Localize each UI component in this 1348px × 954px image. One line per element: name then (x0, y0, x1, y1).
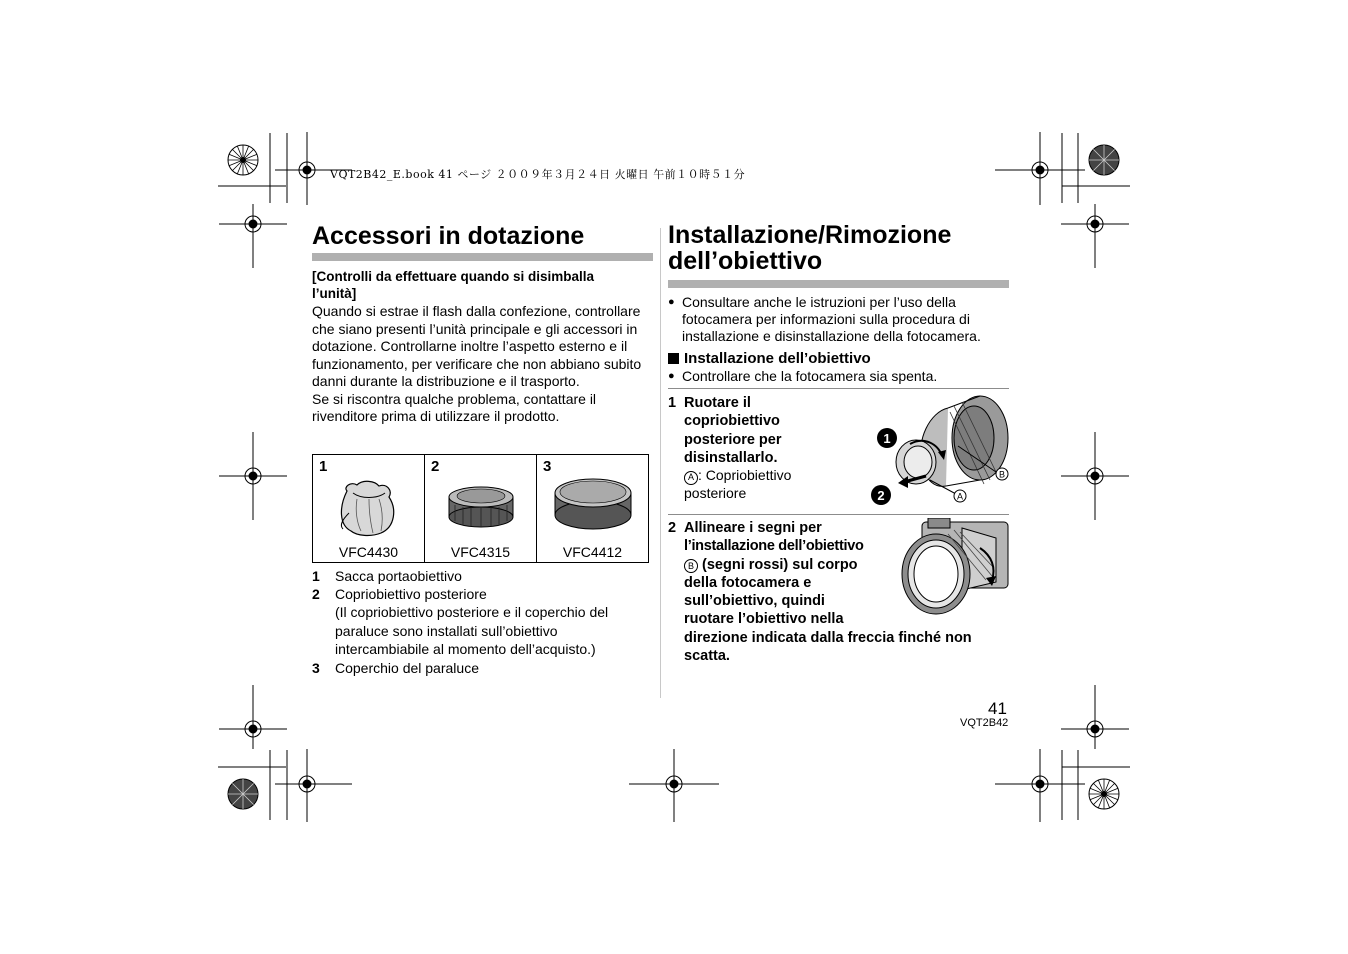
bullet-item (668, 294, 1008, 345)
list-item-note: (Il copriobiettivo posteriore e il coperchio del paraluce sono installati sull’obiettivo intercambiabile al momento dell’acquisto.) (335, 604, 609, 657)
list-item-number: 3 (312, 659, 320, 676)
starburst-mark (1089, 779, 1119, 809)
column-divider (660, 228, 661, 698)
step-2-line: l’installazione dell’obiettivo (684, 538, 864, 555)
accessory-code: VFC4315 (450, 544, 511, 560)
step-1-note (684, 467, 791, 502)
list-item-text: Copriobiettivo posteriore (335, 586, 487, 602)
figure-step-label: 2 (877, 488, 885, 503)
accessory-code: VFC4412 (562, 544, 623, 560)
bullet-item (668, 368, 1008, 385)
section-title: Installazione dell’obiettivo (684, 350, 871, 367)
accessory-cell-2 (425, 455, 537, 563)
registration-mark (1061, 204, 1129, 268)
registration-mark (1061, 432, 1129, 520)
accessory-number: 2 (431, 458, 440, 475)
list-item (312, 659, 657, 677)
print-header: VQT2B42_E.book 41 ページ ２００９年３月２４日 火曜日 午前１０時５１分 (330, 168, 746, 181)
title-underline-left (312, 253, 653, 261)
bullet-icon: ● (668, 296, 675, 308)
step-2-line: della fotocamera e (684, 574, 812, 591)
accessory-number: 1 (319, 458, 328, 475)
square-bullet-icon (668, 353, 679, 364)
step-1-line: posteriore per (684, 431, 782, 448)
title-right-line-2: dell’obiettivo (668, 247, 823, 275)
right-intro (668, 294, 1008, 385)
list-item (312, 585, 657, 659)
page-title-left: Accessori in dotazione (312, 222, 585, 250)
intro-text (312, 303, 657, 426)
step-1-note-text-2: posteriore (684, 484, 747, 501)
bullet-icon: ● (668, 370, 675, 382)
bullet-text: Controllare che la fotocamera sia spenta. (682, 368, 938, 384)
registration-mark (219, 204, 287, 268)
unpack-check-subtitle: [Controlli da effettuare quando si disimballa l’unità] (312, 269, 595, 301)
intro-paragraph-1: Quando si estrae il flash dalla confezione, controllare che siano presenti l’unità principale e gli accessori in dotazione. Controllarne inoltre l’aspetto esterno e il funzionamento, per verificare che non abbiano subito danni durante la distribuzione e il trasporto. (312, 303, 642, 389)
step-divider (668, 388, 1009, 389)
step-1-note-text: : Copriobiettivo (698, 467, 792, 484)
accessories-table (312, 454, 649, 563)
step-2-line: Allineare i segni per (684, 520, 822, 536)
step-number: 1 (668, 395, 677, 411)
marker-a-icon: A (956, 491, 964, 502)
step-2-line: ruotare l’obiettivo nella (684, 611, 844, 628)
lens-pouch-icon (313, 469, 425, 539)
accessory-cell-1 (313, 455, 425, 563)
registration-mark (1061, 685, 1129, 749)
figure-step-label: 1 (883, 431, 891, 446)
registration-mark (629, 749, 719, 822)
step-2-line: sull’obiettivo, quindi (684, 593, 825, 610)
marker-a-icon: A (684, 471, 698, 485)
intro-paragraph-2: Se si riscontra qualche problema, contattare il rivenditore prima di utilizzare il prodotto. (312, 390, 597, 424)
registration-mark (219, 685, 287, 749)
step-1 (668, 394, 848, 502)
step-1-line: disinstallarlo. (684, 449, 778, 466)
accessory-code: VFC4430 (338, 544, 399, 560)
starburst-mark (228, 779, 258, 809)
lens-mount-illustration (900, 518, 1010, 618)
title-right-line-1: Installazione/Rimozione (668, 221, 952, 249)
list-item-number: 1 (312, 568, 320, 584)
accessory-number: 3 (543, 458, 552, 475)
list-item-text: Sacca portaobiettivo (335, 568, 462, 584)
page-number: 41 (988, 699, 1007, 718)
list-item (312, 567, 657, 585)
page-title-right (668, 222, 951, 274)
step-2-line: direzione indicata dalla freccia finché non (684, 629, 972, 646)
rear-cap-removal-illustration (868, 390, 1013, 510)
list-item-text: Coperchio del paraluce (335, 659, 479, 676)
list-item-number: 2 (312, 586, 320, 602)
marker-b-icon: B (684, 559, 698, 573)
bullet-text: Consultare anche le istruzioni per l’uso della fotocamera per informazioni sulla procedura di installazione e disinstallazione della fotocamera. (682, 294, 981, 344)
accessories-list (312, 567, 657, 677)
step-1-line: Ruotare il (684, 395, 751, 411)
registration-mark (995, 132, 1085, 205)
rear-lens-cap-icon (425, 469, 537, 539)
accessory-cell-3 (537, 455, 649, 563)
starburst-mark (228, 145, 258, 175)
step-number: 2 (668, 520, 677, 536)
lens-hood-cover-icon (537, 469, 649, 539)
registration-mark (219, 432, 287, 520)
registration-mark (995, 749, 1085, 822)
starburst-mark (1089, 145, 1119, 175)
step-1-line: copriobiettivo (684, 413, 780, 430)
step-2-line: (segni rossi) sul corpo (698, 556, 858, 573)
step-divider (668, 514, 1009, 515)
marker-b-icon: B (998, 469, 1006, 480)
step-2-line: scatta. (684, 648, 730, 665)
document-code: VQT2B42 (960, 717, 1009, 729)
title-underline-right (668, 280, 1009, 288)
section-heading (668, 349, 1008, 368)
